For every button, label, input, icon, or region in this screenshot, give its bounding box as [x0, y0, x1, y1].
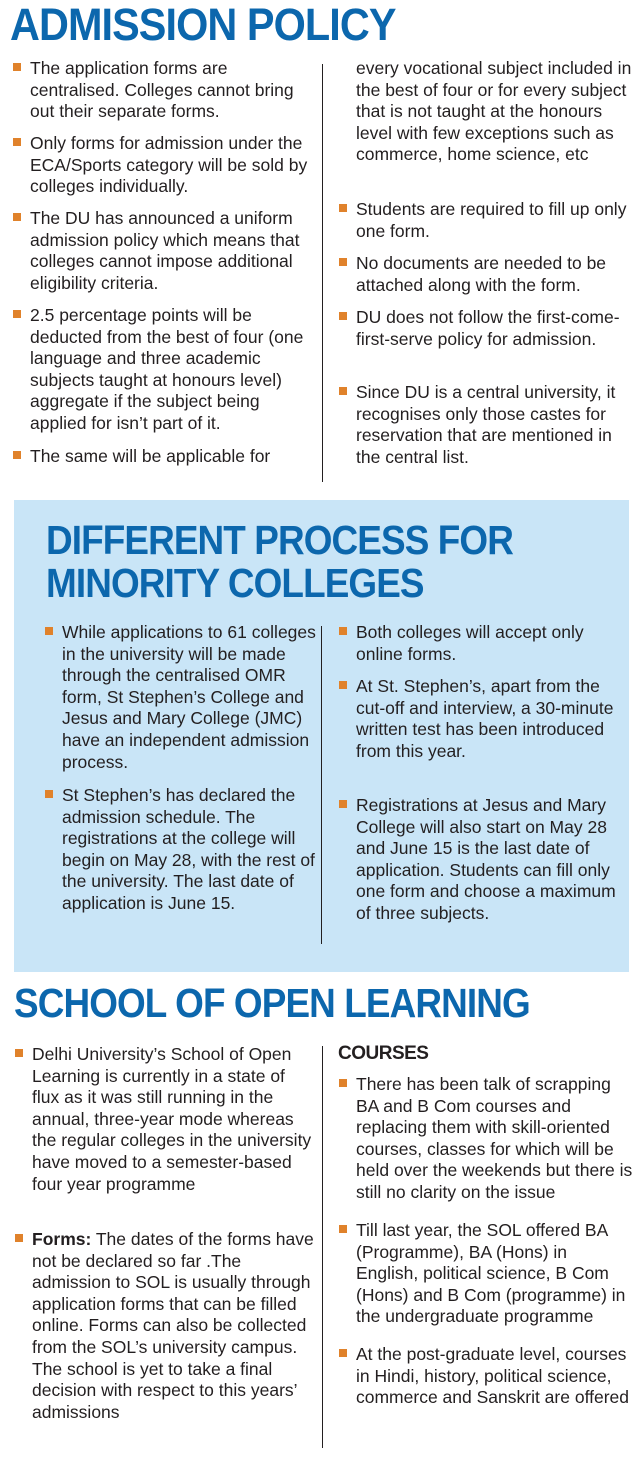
- list-item: Students are required to fill up only one form.: [338, 199, 636, 242]
- list-item: Only forms for admission under the ECA/Sports category will be sold by colleges individually.: [12, 133, 312, 197]
- list-item: Since DU is a central university, it recognises only those castes for reservation that are mentioned in the central list.: [338, 382, 636, 468]
- bullet-icon: [339, 204, 347, 212]
- bullet-icon: [13, 451, 21, 459]
- list-item: Delhi University’s School of Open Learning is currently in a state of flux as it was still running in the annual, three-year mode whereas the regular colleges in the university have moved to a semester-based four year programme: [14, 1044, 314, 1218]
- admission-policy-heading: ADMISSION POLICY: [10, 0, 396, 50]
- list-item: The DU has announced a uniform admission policy which means that colleges cannot impose additional eligibility criteria.: [12, 208, 312, 294]
- list-item: While applications to 61 colleges in the university will be made through the centralised OMR form, St Stephen’s College and Jesus and Mary College (JMC) have an independent admission process.: [44, 622, 316, 774]
- list-item: Registrations at Jesus and Mary College will also start on May 28 and June 15 is the last date of application. Students can fill only one form and choose a maximum of three subjects.: [338, 795, 623, 947]
- bullet-icon: [13, 138, 21, 146]
- list-item-continuation: every vocational subject included in the best of four or for every subject that is not taught at the honours level with few exceptions such as commerce, home science, etc: [356, 58, 632, 165]
- minority-left-column: [44, 622, 316, 937]
- bullet-icon: [339, 1079, 347, 1087]
- column-divider: [321, 626, 322, 944]
- list-item: Forms: The dates of the forms have not be declared so far .The admission to SOL is usually through application forms that can be filled online. Forms can also be collected from the SOL’s university campus. The school is yet to take a final decision with respect to this years’ admissions: [14, 1229, 314, 1425]
- list-item: St Stephen’s has declared the admission schedule. The registrations at the college will begin on May 28, with the rest of the university. The last date of application is June 15.: [44, 785, 316, 937]
- bullet-icon: [45, 790, 53, 798]
- list-item: The application forms are centralised. Colleges cannot bring out their separate forms.: [12, 58, 312, 122]
- admission-right-column: [338, 58, 636, 468]
- bullet-icon: [45, 627, 53, 635]
- bullet-icon: [339, 1349, 347, 1357]
- bullet-icon: [13, 310, 21, 318]
- bullet-icon: [339, 800, 347, 808]
- column-divider: [322, 1046, 323, 1448]
- minority-colleges-heading-line2: MINORITY COLLEGES: [46, 560, 424, 606]
- column-divider: [322, 64, 323, 482]
- list-item: Till last year, the SOL offered BA (Programme), BA (Hons) in English, political science, B Com (Hons) and B Com (programme) in the undergraduate programme: [338, 1220, 633, 1328]
- courses-heading: COURSES: [338, 1043, 429, 1064]
- bullet-icon: [339, 312, 347, 320]
- minority-right-column: [338, 622, 623, 947]
- bullet-icon: [13, 63, 21, 71]
- bullet-icon: [339, 681, 347, 689]
- list-item: At St. Stephen’s, apart from the cut-off and interview, a 30-minute written test has been introduced from this year.: [338, 676, 623, 784]
- minority-colleges-heading-line1: DIFFERENT PROCESS FOR: [46, 517, 513, 563]
- list-item: At the post-graduate level, courses in Hindi, history, political science, commerce and Sanskrit are offered: [338, 1344, 633, 1430]
- forms-label: Forms:: [32, 1229, 92, 1249]
- bullet-icon: [339, 627, 347, 635]
- bullet-icon: [15, 1049, 23, 1057]
- bullet-icon: [15, 1234, 23, 1242]
- admission-left-column: [12, 58, 312, 468]
- bullet-icon: [339, 387, 347, 395]
- sol-right-column: [338, 1074, 633, 1430]
- bullet-icon: [339, 258, 347, 266]
- bullet-icon: [339, 1225, 347, 1233]
- open-learning-heading: SCHOOL OF OPEN LEARNING: [14, 980, 530, 1026]
- list-item: No documents are needed to be attached along with the form.: [338, 253, 636, 296]
- bullet-icon: [13, 213, 21, 221]
- list-item: 2.5 percentage points will be deducted from the best of four (one language and three academic subjects taught at honours level) aggregate if the subject being applied for isn’t part of it.: [12, 305, 312, 435]
- list-item: DU does not follow the first-come-first-serve policy for admission.: [338, 307, 636, 371]
- list-item: There has been talk of scrapping BA and B Com courses and replacing them with skill-oriented courses, classes for which will be held over the weekends but there is still no clarity on the issue: [338, 1074, 633, 1204]
- list-item: The same will be applicable for: [12, 446, 312, 468]
- sol-left-column: [14, 1044, 314, 1425]
- list-item: Both colleges will accept only online forms.: [338, 622, 623, 665]
